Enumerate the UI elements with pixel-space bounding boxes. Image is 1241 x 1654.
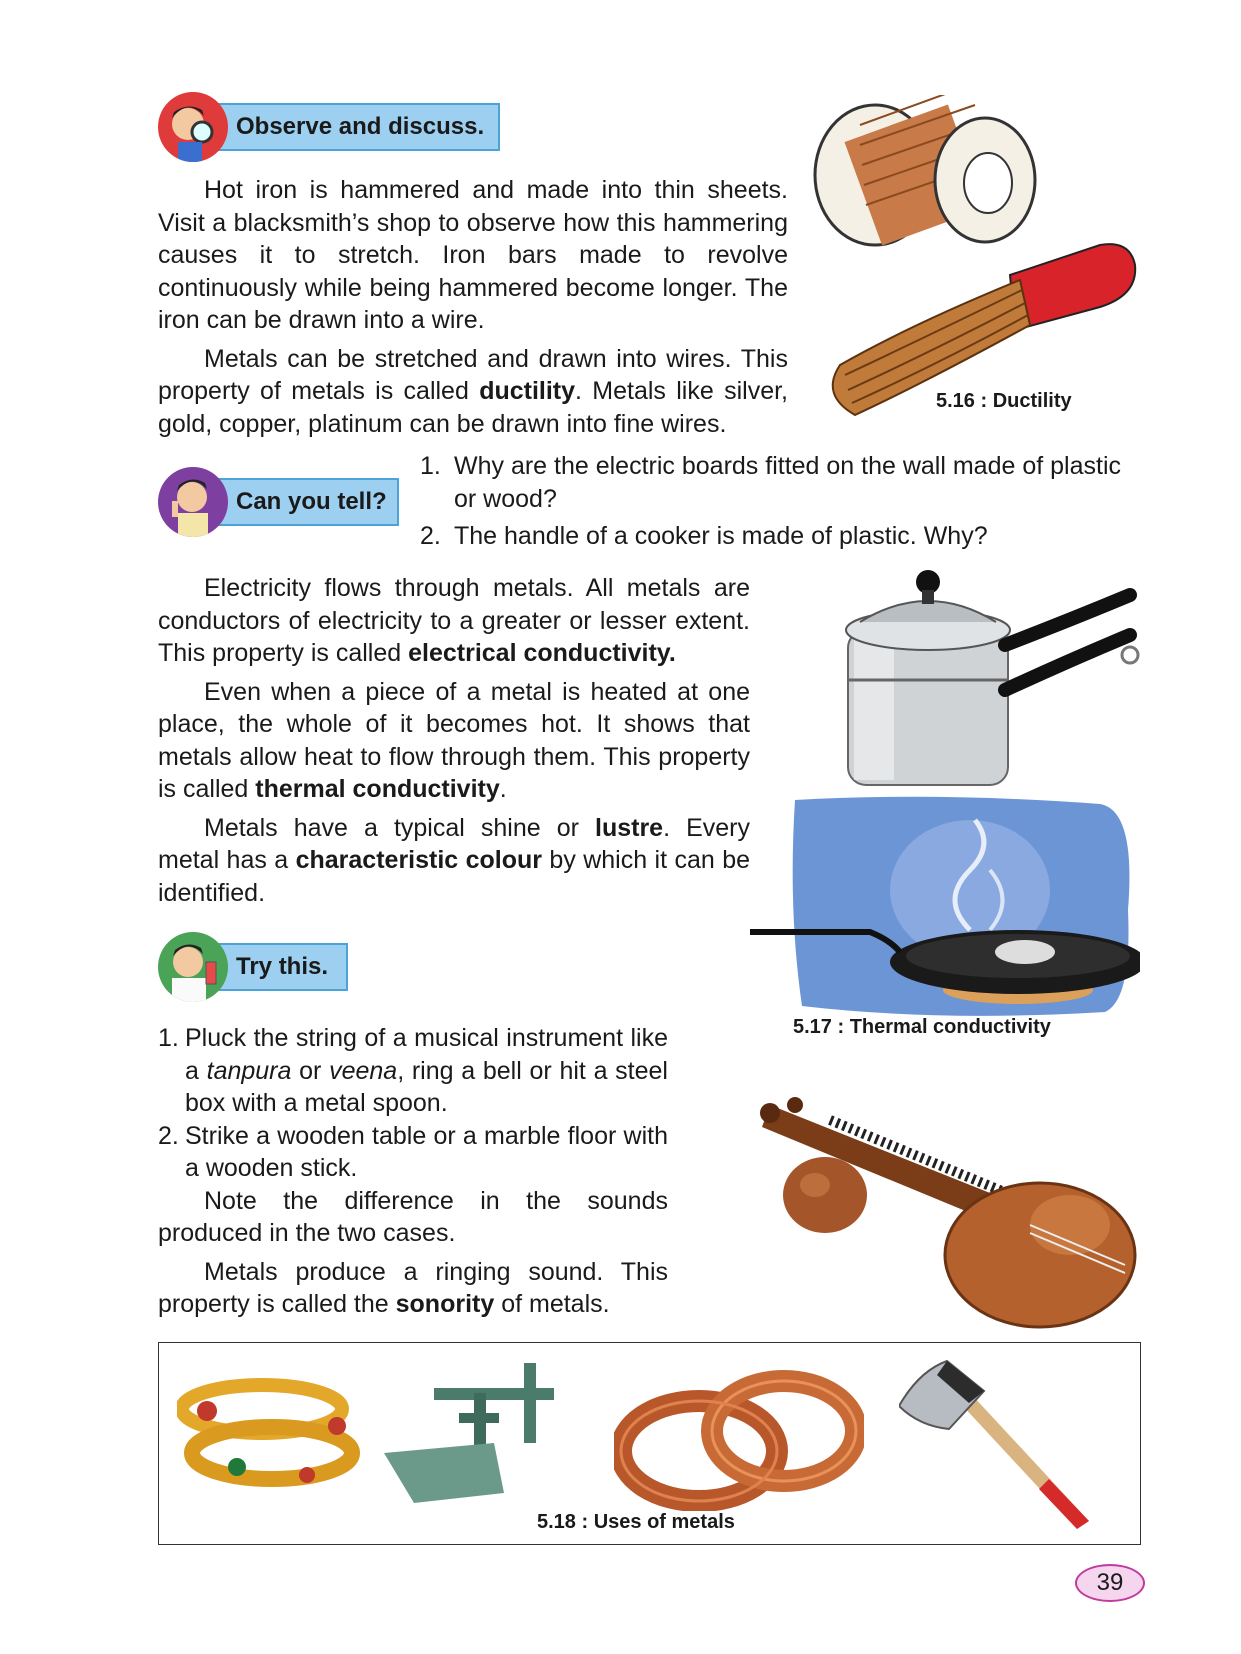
can-you-tell-label: Can you tell?	[208, 478, 399, 526]
axe-image	[899, 1351, 1119, 1531]
try-item-1: 1. Pluck the string of a musical instrument like a tanpura or veena, ring a bell or hit a steel box with a metal spoon.	[158, 1024, 668, 1117]
can-you-tell-badge	[158, 467, 399, 537]
term-electrical-conductivity: electrical conductivity.	[408, 639, 676, 667]
thermal-conductivity-illustration	[740, 790, 1140, 1020]
term-characteristic-colour: characteristic colour	[295, 846, 542, 874]
conductivity-text	[158, 572, 750, 909]
sonority-paragraph: Metals produce a ringing sound. This property is called the sonority of metals.	[158, 1257, 668, 1318]
can-you-tell-questions	[420, 450, 1142, 553]
copper-wire-coils-image	[614, 1361, 864, 1511]
try-this-label: Try this.	[208, 943, 348, 991]
scientist-flask-icon	[158, 932, 228, 1002]
plough-image	[374, 1353, 574, 1513]
term-lustre: lustre	[595, 813, 664, 842]
ductility-illustration	[800, 95, 1160, 425]
term-veena: veena	[329, 1056, 398, 1085]
figure-5-17-caption: 5.17 : Thermal conductivity	[793, 1016, 1051, 1038]
try-this-text	[158, 1022, 668, 1321]
try-this-badge	[158, 932, 348, 1002]
observe-discuss-label: Observe and discuss.	[208, 103, 500, 151]
term-tanpura: tanpura	[206, 1056, 292, 1085]
page-number: 39	[1075, 1564, 1145, 1602]
electrical-conductivity-paragraph: Electricity flows through metals. All metals are conductors of electricity to a greater or lesser extent. This property is called electrical conductivity.	[158, 574, 750, 667]
question-1: 1. Why are the electric boards fitted on the wall made of plastic or wood?	[420, 452, 1121, 513]
boy-magnifier-icon	[158, 92, 228, 162]
figure-5-16-caption: 5.16 : Ductility	[936, 390, 1072, 412]
figure-5-18-caption: 5.18 : Uses of metals	[537, 1511, 735, 1533]
observe-discuss-badge	[158, 92, 500, 162]
note-paragraph: Note the difference in the sounds produced in the two cases.	[158, 1186, 668, 1247]
question-2: 2. The handle of a cooker is made of plastic. Why?	[420, 522, 988, 550]
term-ductility: ductility	[479, 377, 576, 405]
bangles-image	[177, 1371, 362, 1501]
boy-thinking-icon	[158, 467, 228, 537]
lustre-paragraph: Metals have a typical shine or lustre. Every metal has a characteristic colour by which it can be identified.	[158, 813, 751, 907]
veena-illustration	[740, 1075, 1140, 1330]
observe-paragraph-1: Hot iron is hammered and made into thin sheets. Visit a blacksmith’s shop to observe how this hammering causes it to stretch. Iron bars made to revolve continuously while being hammered become longer. The iron can be drawn into a wire.	[158, 176, 788, 334]
thermal-conductivity-paragraph: Even when a piece of a metal is heated at one place, the whole of it becomes hot. It shows that metals allow heat to flow through them. This property is called thermal conductivity.	[158, 677, 750, 803]
try-item-2: 2. Strike a wooden table or a marble floor with a wooden stick.	[158, 1121, 668, 1182]
uses-of-metals-box	[158, 1342, 1141, 1545]
observe-text	[158, 174, 788, 440]
cooker-illustration	[840, 560, 1140, 790]
term-sonority: sonority	[395, 1290, 495, 1318]
term-thermal-conductivity: thermal conductivity	[255, 775, 500, 803]
ductility-paragraph: Metals can be stretched and drawn into wires. This property of metals is called ductility. Metals like silver, gold, copper, platinum can be drawn into fine wires.	[158, 344, 788, 438]
